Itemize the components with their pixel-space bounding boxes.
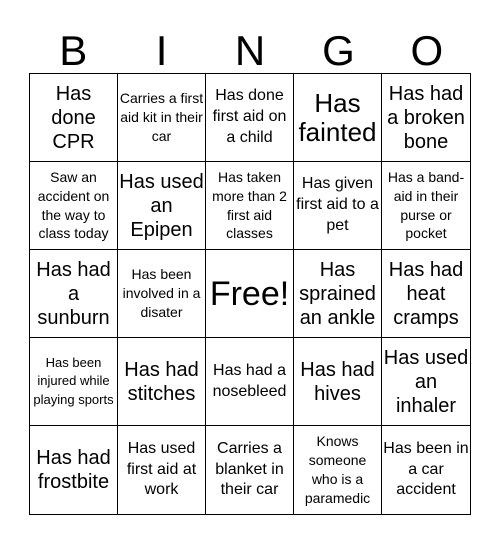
bingo-cell-text: Has used first aid at work — [126, 439, 197, 499]
bingo-cell-text: Has been injured while playing sports — [33, 355, 114, 407]
bingo-cell[interactable] — [294, 338, 382, 426]
bingo-cell-text: Has had heat cramps — [388, 258, 464, 329]
bingo-cell[interactable] — [30, 250, 118, 338]
bingo-cell[interactable] — [294, 162, 382, 250]
header-letter-b: B — [59, 27, 88, 74]
bingo-cell-text: Has sprained an ankle — [299, 258, 376, 329]
bingo-cell-text: Has given first aid to a pet — [296, 175, 379, 234]
bingo-cell[interactable] — [294, 250, 382, 338]
bingo-cell-text: Carries a first aid kit in their car — [119, 90, 204, 144]
bingo-cell[interactable] — [382, 74, 470, 162]
bingo-cell-text: Has had a broken bone — [387, 82, 465, 153]
bingo-cell[interactable] — [118, 74, 206, 162]
bingo-cell-text: Has had a nosebleed — [212, 361, 287, 400]
bingo-cell[interactable] — [206, 74, 294, 162]
bingo-cell[interactable] — [382, 162, 470, 250]
bingo-cell[interactable] — [118, 162, 206, 250]
bingo-cell[interactable] — [30, 426, 118, 514]
free-space-label: Free! — [209, 274, 290, 313]
header-letter-n: N — [234, 27, 266, 74]
header-letter-o: O — [410, 27, 444, 74]
bingo-cell-text: Has fainted — [298, 87, 377, 147]
bingo-cell[interactable] — [206, 426, 294, 514]
bingo-cell[interactable] — [30, 338, 118, 426]
bingo-cell-text: Has done first aid on a child — [212, 87, 287, 146]
bingo-cell[interactable] — [206, 162, 294, 250]
bingo-cell-text: Has taken more than 2 first aid classes — [212, 168, 287, 242]
bingo-cell[interactable] — [382, 426, 470, 514]
bingo-cell-text: Has been in a car accident — [383, 439, 469, 499]
bingo-cell-text: Has been involved in a disater — [122, 266, 201, 320]
bingo-cell-text: Saw an accident on the way to class today — [37, 168, 110, 242]
bingo-cell[interactable] — [294, 74, 382, 162]
bingo-cell-text: Knows someone who is a paramedic — [304, 433, 371, 506]
bingo-grid — [29, 73, 471, 515]
header-letter-i: I — [155, 27, 168, 74]
free-space-cell[interactable] — [206, 250, 294, 338]
bingo-cell-text: Has had stitches — [124, 358, 199, 405]
bingo-cell[interactable] — [30, 162, 118, 250]
bingo-cell-text: Has used an Epipen — [119, 170, 204, 241]
bingo-cell[interactable] — [382, 338, 470, 426]
bingo-cell[interactable] — [118, 338, 206, 426]
header-letter-g: G — [322, 27, 355, 74]
bingo-header — [29, 27, 471, 74]
bingo-cell[interactable] — [382, 250, 470, 338]
bingo-cell-text: Has a band-aid in their purse or pocket — [387, 168, 465, 242]
bingo-cell-text: Has done CPR — [51, 82, 96, 153]
bingo-cell[interactable] — [206, 338, 294, 426]
bingo-cell-text: Has used an inhaler — [383, 346, 469, 417]
bingo-cell-text: Has had hives — [300, 358, 375, 405]
bingo-cell[interactable] — [118, 250, 206, 338]
bingo-cell-text: Carries a blanket in their car — [215, 439, 284, 499]
bingo-cell-text: Has had a sunburn — [36, 258, 111, 329]
bingo-cell[interactable] — [294, 426, 382, 514]
bingo-cell-text: Has had frostbite — [36, 447, 111, 493]
bingo-cell[interactable] — [30, 74, 118, 162]
bingo-cell[interactable] — [118, 426, 206, 514]
